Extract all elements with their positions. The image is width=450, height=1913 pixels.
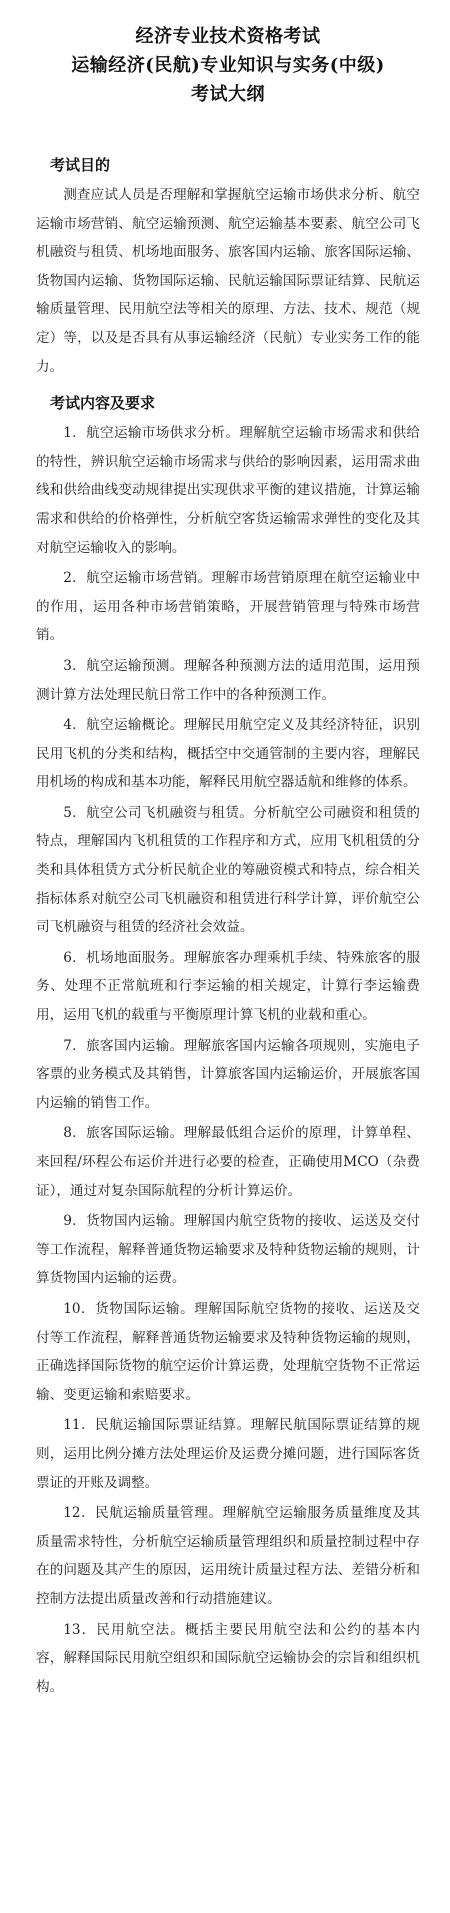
- content-item-2: 2．航空运输市场营销。理解市场营销原理在航空运输业中的作用，运用各种市场营销策略，开展营销管理与特殊市场营销。: [36, 570, 420, 644]
- content-item-13: 13．民用航空法。概括主要民用航空法和公约的基本内容，解释国际民用航空组织和国际航空运输协会的宗旨和组织机构。: [36, 1621, 420, 1695]
- content-item-7: 7．旅客国内运输。理解旅客国内运输各项规则，实施电子客票的业务模式及其销售，计算旅客国内运输运价，开展旅客国内运输的销售工作。: [36, 1037, 420, 1111]
- content-item-6: 6．机场地面服务。理解旅客办理乘机手续、特殊旅客的服务、处理不正常航班和行李运输的相关规定，计算行李运输费用，运用飞机的载重与平衡原理计算飞机的业载和重心。: [36, 949, 420, 1024]
- content-item-5: 5．航空公司飞机融资与租赁。分析航空公司融资和租赁的特点，理解国内飞机租赁的工作程序和方式，应用飞机租赁的分类和具体租赁方式分析民航企业的筹融资模式和特点，综合相关指标体系对航空公司飞机融资和租赁进行科学计算，评价航空公司飞机融资与租赁的经济社会效益。: [36, 804, 420, 936]
- content-item-4: 4．航空运输概论。理解民用航空定义及其经济特征，识别民用飞机的分类和结构，概括空中交通管制的主要内容，理解民用机场的构成和基本功能，解释民用航空器适航和维修的体系。: [36, 717, 420, 791]
- title-line-1: 经济专业技术资格考试: [135, 26, 321, 47]
- content-item-11: 11．民航运输国际票证结算。理解民航国际票证结算的规则，运用比例分摊方法处理运价及运费分摊问题，进行国际客货票证的开账及调整。: [36, 1417, 420, 1491]
- content-item-1: 1．航空运输市场供求分析。理解航空运输市场需求和供给的特性，辨识航空运输市场需求与供给的影响因素，运用需求曲线和供给曲线变动规律提出实现供求平衡的建议措施，计算运输需求和供给的价格弹性，分析航空客货运输需求弹性的变化及其对航空运输收入的影响。: [36, 425, 420, 556]
- content-item-10: 10．货物国际运输。理解国际航空货物的接收、运送及交付等工作流程，解释普通货物运输要求及特种货物运输的规则，正确选择国际货物的航空运价计算运费，处理航空货物不正常运输、变更运输和索赔要求。: [36, 1300, 420, 1403]
- purpose-section: [36, 153, 420, 381]
- content-item-8: 8．旅客国际运输。理解最低组合运价的原理，计算单程、来回程/环程公布运价并进行必要的检查，正确使用MCO（杂费证），通过对复杂国际航程的分析计算运价。: [36, 1125, 420, 1199]
- title-line-3: 考试大纲: [191, 84, 265, 105]
- purpose-text: 测查应试人员是否理解和掌握航空运输市场供求分析、航空运输市场营销、航空运输预测、航空运输基本要素、航空公司飞机融资与租赁、机场地面服务、旅客国内运输、旅客国际运输、货物国内运输、货物国际运输、民航运输国际票证结算、民航运输质量管理、民用航空法等相关的原理、方法、技术、规范（规定）等，以及是否具有从事运输经济（民航）专业实务工作的能力。: [36, 187, 420, 375]
- content-section: [36, 391, 420, 1701]
- purpose-heading: 考试目的: [50, 156, 111, 174]
- content-heading: 考试内容及要求: [50, 394, 156, 413]
- content-item-12: 12．民航运输质量管理。理解航空运输服务质量维度及其质量需求特性，分析航空运输质量管理组织和质量控制过程中存在的问题及其产生的原因，运用统计质量过程方法、差错分析和控制方法提出质量改善和行动措施建议。: [36, 1505, 420, 1607]
- title-line-2: 运输经济(民航)专业知识与实务(中级): [71, 55, 385, 76]
- content-item-9: 9．货物国内运输。理解国内航空货物的接收、运送及交付等工作流程，解释普通货物运输要求及特种货物运输的规则，计算货物国内运输的运费。: [36, 1213, 420, 1287]
- title-block: [36, 22, 420, 109]
- content-item-3: 3．航空运输预测。理解各种预测方法的适用范围，运用预测计算方法处理民航日常工作中的各种预测工作。: [36, 657, 420, 703]
